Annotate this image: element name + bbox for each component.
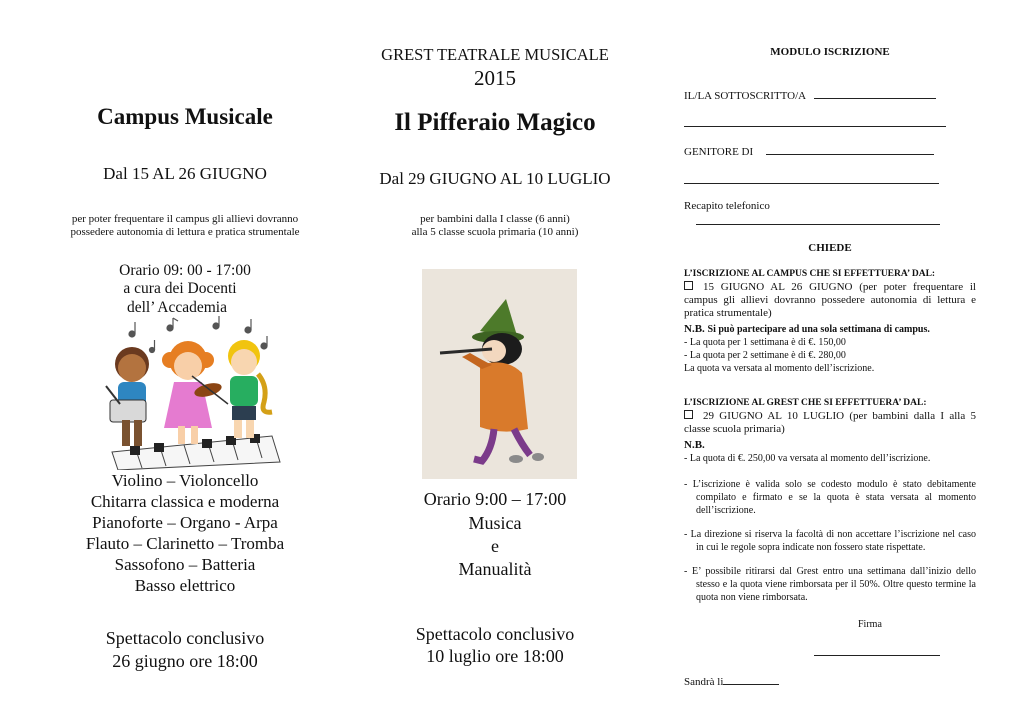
genitore-label: GENITORE DI	[684, 146, 754, 158]
sottoscritto-label: IL/LA SOTTOSCRITTO/A	[684, 90, 806, 102]
quota-2: - La quota per 2 settimane è di €. 280,00	[684, 350, 846, 361]
grest-dates: Dal 29 GIUGNO AL 10 LUGLIO	[379, 169, 611, 188]
grest-activities	[345, 512, 645, 581]
grest-age-line2: alla 5 classe scuola primaria (10 anni)	[411, 226, 579, 238]
grest-spettacolo: Spettacolo conclusivo	[415, 624, 575, 644]
campus-dates: Dal 15 AL 26 GIUGNO	[103, 164, 267, 183]
sottoscritto-field[interactable]	[814, 88, 936, 99]
sandra-label: Sandrà li	[684, 676, 724, 688]
sottoscritto-continuation-row	[684, 116, 976, 131]
grest-year: 2015	[474, 66, 516, 90]
grest-section-heading: L’ISCRIZIONE AL GREST CHE SI EFFETTUERA’ DAL:	[684, 398, 927, 408]
grest-title: Il Pifferaio Magico	[394, 109, 596, 136]
campus-cura-line1: a cura dei Docenti	[123, 280, 237, 297]
grest-nb-label: N.B.	[684, 439, 705, 451]
rule-2: - La direzione si riserva la facoltà di non accettare l’iscrizione nel caso in cui le regole sopra indicate non fossero state rispettate.	[684, 529, 976, 553]
pied-piper-icon	[422, 269, 577, 479]
rule-3: - E’ possibile ritirarsi dal Grest entro una settimana dall’inizio dello stesso e la quota viene rimborsata per il 50%. Oltre questo termine la quota non viene rimborsata.	[684, 566, 976, 603]
chiede-heading: CHIEDE	[808, 242, 852, 254]
firma-field[interactable]	[814, 645, 940, 656]
quota-note: La quota va versata al momento dell’iscrizione.	[684, 363, 875, 374]
recapito-field[interactable]	[696, 214, 940, 225]
grest-spettacolo-date: 10 luglio ore 18:00	[426, 646, 564, 666]
genitore-field[interactable]	[766, 144, 934, 155]
registration-form	[684, 0, 976, 724]
campus-column	[20, 0, 350, 724]
instrument-item: Flauto – Clarinetto – Tromba	[85, 534, 285, 553]
activity-item: Manualità	[458, 559, 532, 579]
campus-orario: Orario 09: 00 - 17:00	[119, 262, 251, 279]
sottoscritto-field-2[interactable]	[684, 116, 946, 127]
campus-requirement-line1: per poter frequentare il campus gli allievi dovranno	[71, 213, 299, 225]
genitore-field-2[interactable]	[684, 173, 939, 184]
recapito-label: Recapito telefonico	[684, 200, 770, 212]
instrument-item: Sassofono – Batteria	[114, 555, 256, 574]
grest-checkbox[interactable]	[684, 410, 693, 419]
campus-cura-line2: dell’ Accademia	[127, 299, 227, 316]
grest-header: GREST TEATRALE MUSICALE	[381, 45, 609, 64]
campus-title: Campus Musicale	[97, 104, 273, 129]
activity-item: e	[491, 536, 499, 556]
sottoscritto-row	[684, 88, 976, 103]
genitore-row	[684, 144, 976, 159]
rule-1: - L’iscrizione è valida solo se codesto modulo è stato debitamente compilato e firmato e se la quota è stata versata al momento dell’iscrizione.	[684, 479, 976, 516]
activity-item: Musica	[468, 513, 522, 533]
instrument-item: Pianoforte – Organo - Arpa	[92, 513, 278, 532]
date-field[interactable]	[723, 674, 779, 685]
instrument-list	[20, 470, 350, 596]
grest-age-line1: per bambini dalla I classe (6 anni)	[420, 213, 570, 225]
quota-1: - La quota per 1 settimana è di €. 150,00	[684, 337, 846, 348]
campus-spettacolo-date: 26 giugno ore 18:00	[112, 651, 258, 671]
recapito-row	[684, 214, 976, 229]
instrument-item: Basso elettrico	[134, 576, 236, 595]
grest-quota: - La quota di €. 250,00 va versata al momento dell’iscrizione.	[684, 453, 931, 464]
campus-checkbox[interactable]	[684, 281, 693, 290]
instrument-item: Violino – Violoncello	[111, 471, 259, 490]
campus-option: 15 GIUGNO AL 26 GIUGNO (per poter frequentare il campus gli allievi dovranno possedere autonomia di lettura e pratica strumentale)	[684, 281, 976, 319]
sandra-row	[684, 674, 976, 689]
form-title: MODULO ISCRIZIONE	[770, 46, 890, 58]
campus-section-heading: L’ISCRIZIONE AL CAMPUS CHE SI EFFETTUERA’ DAL:	[684, 269, 936, 279]
children-instruments-icon	[92, 316, 282, 470]
firma-row	[814, 645, 976, 660]
firma-label: Firma	[858, 619, 882, 630]
grest-option: 29 GIUGNO AL 10 LUGLIO (per bambini dalla I alla 5 classe scuola primaria)	[684, 410, 976, 435]
campus-nb: N.B. Si può partecipare ad una sola settimana di campus.	[684, 323, 930, 335]
campus-spettacolo: Spettacolo conclusivo	[105, 628, 265, 648]
genitore-continuation-row	[684, 173, 976, 188]
campus-requirement-line2: possedere autonomia di lettura e pratica strumentale	[70, 226, 300, 238]
grest-orario: Orario 9:00 – 17:00	[423, 489, 567, 509]
grest-column	[345, 0, 645, 724]
instrument-item: Chitarra classica e moderna	[90, 492, 280, 511]
